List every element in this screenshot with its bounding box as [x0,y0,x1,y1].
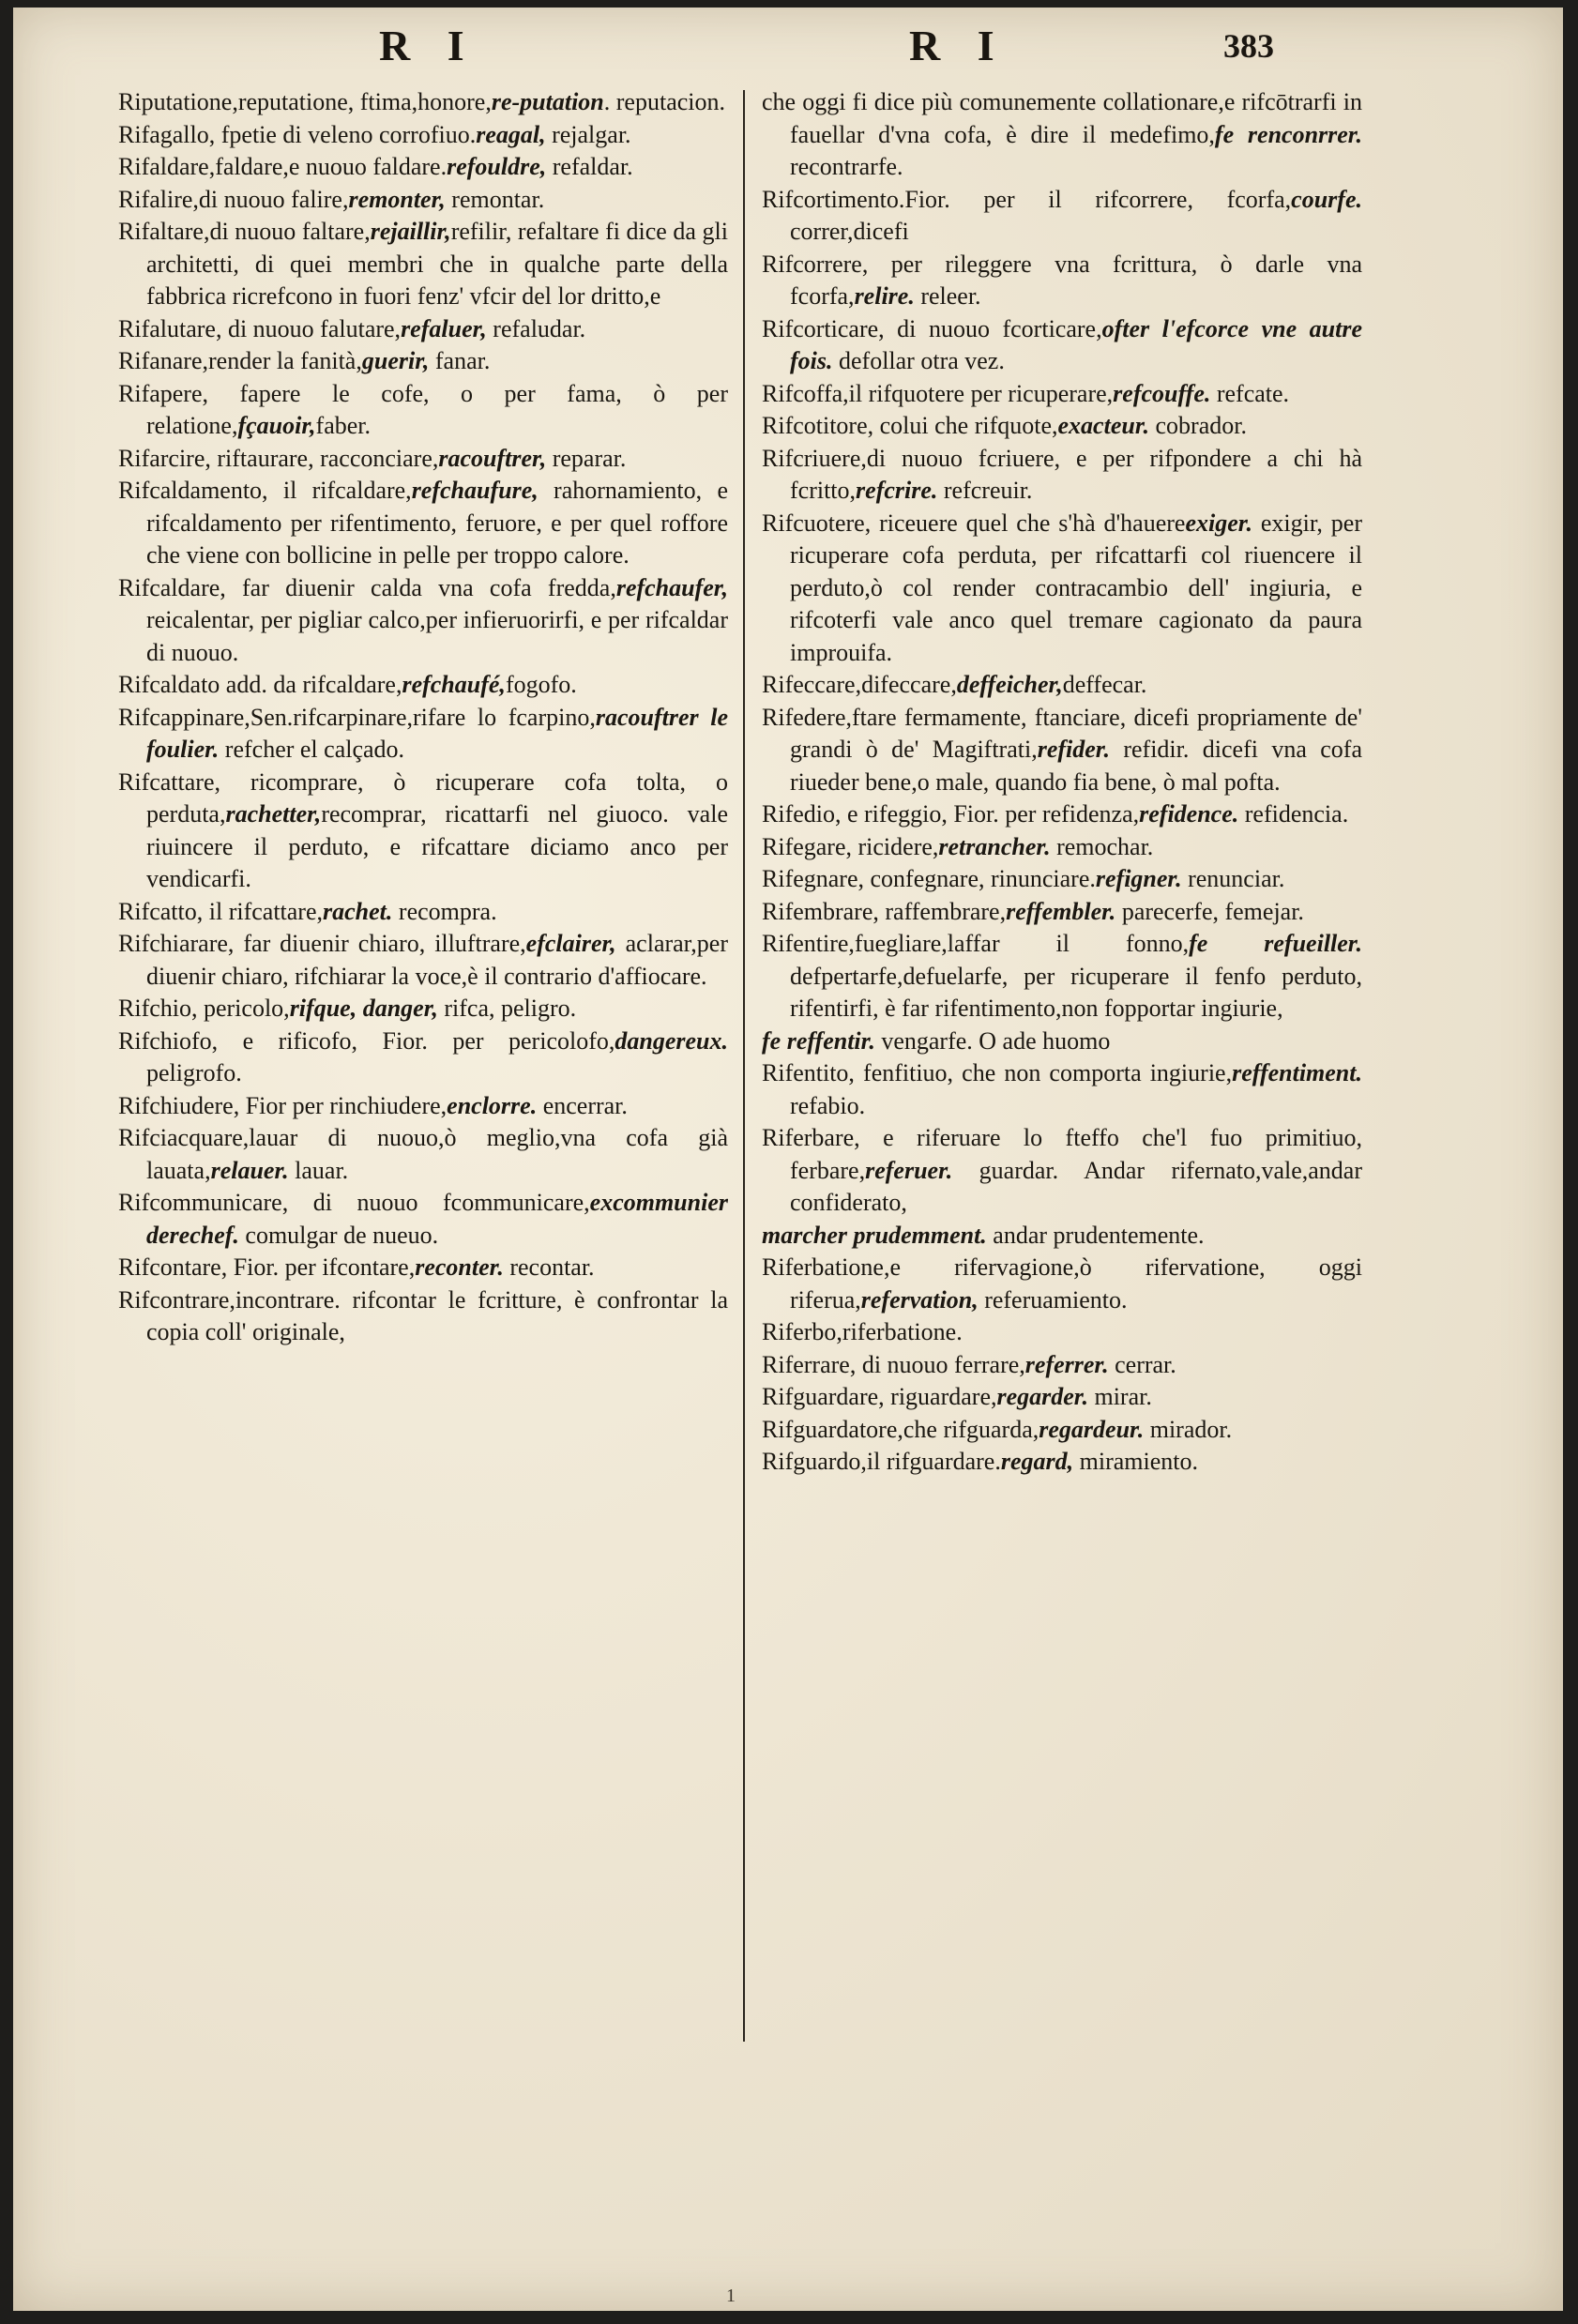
entry-spanish-equivalent: cerrar. [1108,1350,1176,1378]
entry-spanish-equivalent: defpertarfe,defuelarfe, per ricuperare il fenfo perduto, rifentirfi, è far rifentimento,non fopportar ingiurie, [790,962,1362,1022]
entry-headword: Rifembrare, raffembrare, [762,897,1007,925]
entry-headword: Rifcotitore, colui che rifquote, [762,412,1058,439]
dictionary-entry [762,1446,1362,1479]
dictionary-page [13,8,1563,2311]
dictionary-entry [118,702,728,767]
entry-spanish-equivalent: referuamiento. [978,1285,1128,1314]
entry-french-equivalent: enclorre. [447,1091,538,1119]
entry-french-equivalent: fe reffentir. [762,1026,875,1055]
entry-spanish-equivalent: correr,dicefi [790,218,909,245]
dictionary-entry [118,1090,728,1123]
entry-french-equivalent: rifque, danger, [289,995,438,1022]
entry-spanish-equivalent: refcher el calçado. [219,736,405,763]
entry-french-equivalent: refchaufer, [615,573,728,601]
entry-spanish-equivalent: miramiento. [1073,1448,1198,1475]
right-column [762,86,1362,2067]
entry-french-equivalent: relauer. [210,1156,289,1184]
left-column [118,86,728,2067]
entry-french-equivalent: refchaufé, [402,671,506,698]
dictionary-entry [118,345,728,378]
entry-spanish-equivalent: recompra. [392,897,497,925]
entry-french-equivalent: reffentiment. [1232,1059,1362,1086]
entry-headword: Rifcontrare,incontrare. rifcontar le fcritture, è confrontar la copia coll' originale, [118,1285,728,1345]
dictionary-entry [762,928,1362,1025]
entry-headword: Rifegnare, confegnare, rinunciare. [762,865,1096,892]
entry-spanish-equivalent: exigir, per ricuperare cofa perduta, per rifcattarfi col riuencere il perduto,ò col render contracambio dell' ingiuria, e rifcoterfi vale anco quel tremare cagionato da paura improuifa. [790,509,1362,666]
entry-french-equivalent: courfe. [1291,185,1362,213]
entry-headword: Rifchiudere, Fior per rinchiudere, [118,1091,448,1119]
entry-spanish-equivalent: mirador. [1144,1415,1233,1443]
entry-spanish-equivalent: refabio. [790,1091,866,1119]
entry-french-equivalent: rachet. [323,897,393,925]
dictionary-entry [118,443,728,476]
entry-headword: Rifalutare, di nuouo falutare, [118,314,402,342]
entry-spanish-equivalent: remochar. [1050,832,1154,860]
dictionary-entry [118,1025,728,1090]
entry-headword: Rifguardo,il rifguardare. [762,1448,1001,1475]
dictionary-entry [118,119,728,152]
entry-french-equivalent: refcouffe. [1113,379,1211,407]
entry-headword: Rifcattare, ricomprare, ò ricuperare cofa tolta, o perduta, [118,767,728,828]
entry-french-equivalent: marcher prudemment. [762,1221,987,1249]
dictionary-entry [762,410,1362,443]
entry-french-equivalent: regarder. [996,1383,1088,1410]
entry-spanish-equivalent: parecerfe, femejar. [1115,897,1304,925]
entry-french-equivalent: exiger. [1185,509,1252,537]
entry-spanish-equivalent: reparar. [546,444,627,472]
dictionary-entry [762,1381,1362,1414]
entry-french-equivalent: refcrire. [856,477,938,504]
entry-french-equivalent: guerir, [361,347,430,374]
entry-spanish-equivalent: fogofo. [505,671,577,698]
dictionary-entry [118,1252,728,1284]
entry-spanish-equivalent: remontar. [445,185,545,213]
entry-headword: Rifedere,ftare fermamente, ftanciare, dicefi propriamente de' grandi ò de' Magiftrati, [762,703,1362,763]
entry-headword: che oggi fi dice più comunemente collationare,e rifcōtrarfi in fauellar d'vna cofa, è dire il medefimo, [762,88,1362,148]
column-divider [743,90,745,2042]
entry-headword: Rifedio, e rifeggio, Fior. per refidenza, [762,800,1140,828]
dictionary-entry [118,767,728,896]
dictionary-entry [762,669,1362,702]
entry-french-equivalent: remonter, [348,185,446,213]
entry-french-equivalent: reconter. [415,1253,504,1281]
entry-headword: Rifcaldamento, il rifcaldare, [118,477,412,504]
entry-french-equivalent: dangereux. [615,1026,728,1055]
entry-french-equivalent: racouftrer le foulier. [146,703,728,763]
entry-headword: Rifcommunicare, di nuouo fcommunicare, [118,1189,590,1216]
dictionary-entry [762,1122,1362,1220]
entry-french-equivalent: reagal, [476,120,546,148]
entry-headword: Rifalire,di nuouo falire, [118,185,349,213]
entry-headword: Rifchiarare, far diuenir chiaro, illuftrare, [118,930,526,957]
entry-spanish-equivalent: refilir, refaltare fi dice da gli architetti, di quei membri che in qualche parte della fabbrica ricrefcono in fuori fenz' vfcir del lor dritto,e [146,218,728,310]
entry-french-equivalent: deffeicher, [956,671,1063,698]
entry-headword: Rifcuotere, riceuere quel che s'hà d'hauere [762,509,1186,537]
entry-headword: Rifcorrere, per rileggere vna fcrittura, ò darle vna fcorfa, [762,250,1362,310]
entry-spanish-equivalent: mirar. [1087,1383,1152,1410]
entry-spanish-equivalent: defollar otra vez. [832,347,1005,374]
entry-headword: Riferbo,riferbatione. [762,1318,963,1345]
entry-french-equivalent: refaluer, [401,314,487,342]
entry-spanish-equivalent: renunciar. [1181,865,1285,892]
dictionary-entry [118,216,728,313]
entry-spanish-equivalent: refaludar. [486,314,586,342]
entry-headword: Rifcortimento.Fior. per il rifcorrere, fcorfa, [762,185,1292,213]
entry-french-equivalent: retrancher. [938,832,1051,860]
entry-spanish-equivalent: encerrar. [537,1091,628,1119]
dictionary-entry [118,151,728,184]
entry-headword: Riferbare, e riferuare lo fteffo che'l fuo primitiuo, ferbare, [762,1124,1362,1184]
entry-headword: Rifanare,render la fanità, [118,347,362,374]
dictionary-entry [762,1057,1362,1122]
entry-french-equivalent: refidence. [1139,800,1239,828]
entry-headword: Rifarcire, riftaurare, racconciare, [118,444,439,472]
dictionary-entry [762,702,1362,799]
dictionary-entry [118,928,728,993]
entry-french-equivalent: regard, [1000,1448,1074,1475]
dictionary-entry [762,508,1362,670]
entry-spanish-equivalent: refidencia. [1238,800,1349,828]
dictionary-entry [762,1252,1362,1316]
entry-french-equivalent: regardeur. [1039,1415,1145,1443]
dictionary-entry [118,1187,728,1252]
dictionary-entry [762,896,1362,929]
dictionary-entry [762,1349,1362,1382]
dictionary-entry [762,184,1362,249]
entry-french-equivalent: re-putation [491,88,604,115]
entry-spanish-equivalent: fanar. [429,347,491,374]
dictionary-entry [118,1122,728,1187]
entry-headword: Rifguardatore,che rifguarda, [762,1415,1039,1443]
dictionary-entry [762,1220,1362,1253]
entry-french-equivalent: racouftrer, [438,444,547,472]
entry-spanish-equivalent: lauar. [288,1156,349,1184]
entry-spanish-equivalent: recomprar, ricattarfi nel giuoco. vale riuincere il perduto, e rifcattare diciamo anco per vendicarfi. [146,800,728,892]
dictionary-entry [118,896,728,929]
dictionary-entry [762,313,1362,378]
dictionary-entry [118,378,728,443]
page-number: 383 [1223,27,1274,65]
entry-french-equivalent: relire. [854,282,915,310]
entry-spanish-equivalent: reicalentar, per pigliar calco,per infieruorirfi, e per rifcaldar di nuouo. [146,606,728,666]
dictionary-entry [762,831,1362,864]
dictionary-entry [118,86,728,119]
entry-headword: Rifcaldato add. da rifcaldare, [118,671,402,698]
entry-spanish-equivalent: refidir. dicefi vna cofa riueder bene,o male, quando fia bene, ò mal pofta. [790,736,1362,796]
entry-spanish-equivalent: rifca, peligro. [437,995,577,1022]
dictionary-entry [118,993,728,1025]
dictionary-entry [762,798,1362,831]
entry-spanish-equivalent: refaldar. [546,153,633,180]
entry-french-equivalent: refigner. [1095,865,1182,892]
entry-french-equivalent: refervation, [860,1285,979,1314]
entry-spanish-equivalent: cobrador. [1149,412,1247,439]
running-head-right: R I [909,22,1008,69]
entry-headword: Rifcorticare, di nuouo fcorticare, [762,314,1102,342]
running-head-left: R I [379,22,478,69]
dictionary-entry [762,1316,1362,1349]
entry-spanish-equivalent: . reputacion. [603,88,725,115]
entry-headword: Rifcatto, il rifcattare, [118,897,324,925]
entry-headword: Rifchio, pericolo, [118,995,290,1022]
entry-headword: Rifcappinare,Sen.rifcarpinare,rifare lo fcarpino, [118,703,596,731]
dictionary-entry [762,863,1362,896]
entry-spanish-equivalent: refcate. [1210,379,1290,407]
entry-spanish-equivalent: releer. [914,282,981,310]
entry-headword: Rifeccare,difeccare, [762,671,957,698]
entry-spanish-equivalent: vengarfe. O ade huomo [874,1026,1111,1055]
entry-spanish-equivalent: aclarar,per diuenir chiaro, rifchiarar la voce,è il contrario d'affiocare. [146,930,728,990]
dictionary-entry [118,313,728,346]
entry-spanish-equivalent: guardar. Andar rifernato,vale,andar confiderato, [790,1156,1362,1216]
entry-french-equivalent: refider. [1037,736,1110,763]
entry-french-equivalent: ofter l'efcorce vne autre fois. [790,314,1362,374]
dictionary-entry [762,249,1362,313]
entry-spanish-equivalent: refcreuir. [937,477,1033,504]
entry-french-equivalent: refouldre, [447,153,547,180]
entry-headword: Rifguardare, riguardare, [762,1383,997,1410]
dictionary-entry [118,572,728,670]
dictionary-entry [118,475,728,572]
entry-french-equivalent: rejaillir, [370,218,451,245]
entry-french-equivalent: fe refueiller. [1189,930,1362,957]
entry-headword: Rifcoffa,il rifquotere per ricuperare, [762,379,1114,407]
entry-french-equivalent: reffembler. [1006,897,1116,925]
entry-french-equivalent: refchaufure, [411,477,539,504]
entry-spanish-equivalent: recontar. [503,1253,595,1281]
entry-french-equivalent: fçauoir, [237,412,316,439]
entry-headword: Riputatione,reputatione, ftima,honore, [118,88,492,115]
dictionary-entry [762,443,1362,508]
entry-headword: Rifaltare,di nuouo faltare, [118,218,371,245]
dictionary-entry [118,669,728,702]
entry-headword: Rifagallo, fpetie di veleno corrofiuo. [118,120,477,148]
entry-french-equivalent: efclairer, [525,930,616,957]
dictionary-entry [118,1284,728,1349]
entry-headword: Rifentito, fenfitiuo, che non comporta ingiurie, [762,1059,1233,1086]
entry-french-equivalent: exacteur. [1057,412,1150,439]
entry-spanish-equivalent: faber. [315,412,371,439]
entry-french-equivalent: rachetter, [225,800,322,828]
entry-headword: Rifcontare, Fior. per ifcontare, [118,1253,416,1281]
entry-headword: Rifcaldare, far diuenir calda vna cofa fredda, [118,573,616,601]
dictionary-entry [762,1025,1362,1058]
entry-spanish-equivalent: andar prudentemente. [986,1221,1205,1249]
entry-headword: Riferbatione,e rifervagione,ò rifervatione, oggi riferua, [762,1253,1362,1314]
dictionary-entry [762,378,1362,411]
entry-headword: Rifchiofo, e rificofo, Fior. per pericolofo, [118,1026,615,1055]
entry-spanish-equivalent: rejalgar. [545,120,631,148]
entry-french-equivalent: fe renconrrer. [1214,120,1362,148]
dictionary-entry [762,86,1362,184]
dictionary-entry [118,184,728,217]
entry-french-equivalent: excommunier derechef. [146,1189,728,1249]
signature-mark: 1 [726,2286,736,2306]
entry-spanish-equivalent: recontrarfe. [790,153,903,180]
dictionary-entry [762,1414,1362,1447]
entry-spanish-equivalent: comulgar de nueuo. [238,1221,439,1249]
entry-headword: Rifcriuere,di nuouo fcriuere, e per rifpondere a chi hà fcritto, [762,444,1362,504]
entry-spanish-equivalent: peligrofo. [146,1059,242,1086]
entry-headword: Rifegare, ricidere, [762,832,939,860]
entry-headword: Rifaldare,faldare,e nuouo faldare. [118,153,448,180]
entry-french-equivalent: referrer. [1024,1350,1109,1378]
entry-headword: Riferrare, di nuouo ferrare, [762,1350,1025,1378]
entry-headword: Rifentire,fuegliare,laffar il fonno, [762,930,1190,957]
entry-spanish-equivalent: rahornamiento, e rifcaldamento per rifentimento, feruore, e per quel roffore che viene con bollicine in pelle per troppo calore. [146,477,728,569]
entry-headword: Rifapere, fapere le cofe, o per fama, ò per relatione, [118,379,728,439]
entry-french-equivalent: referuer. [865,1156,953,1184]
entry-spanish-equivalent: deffecar. [1062,671,1147,698]
entry-headword: Rifciacquare,lauar di nuouo,ò meglio,vna cofa già lauata, [118,1124,728,1184]
